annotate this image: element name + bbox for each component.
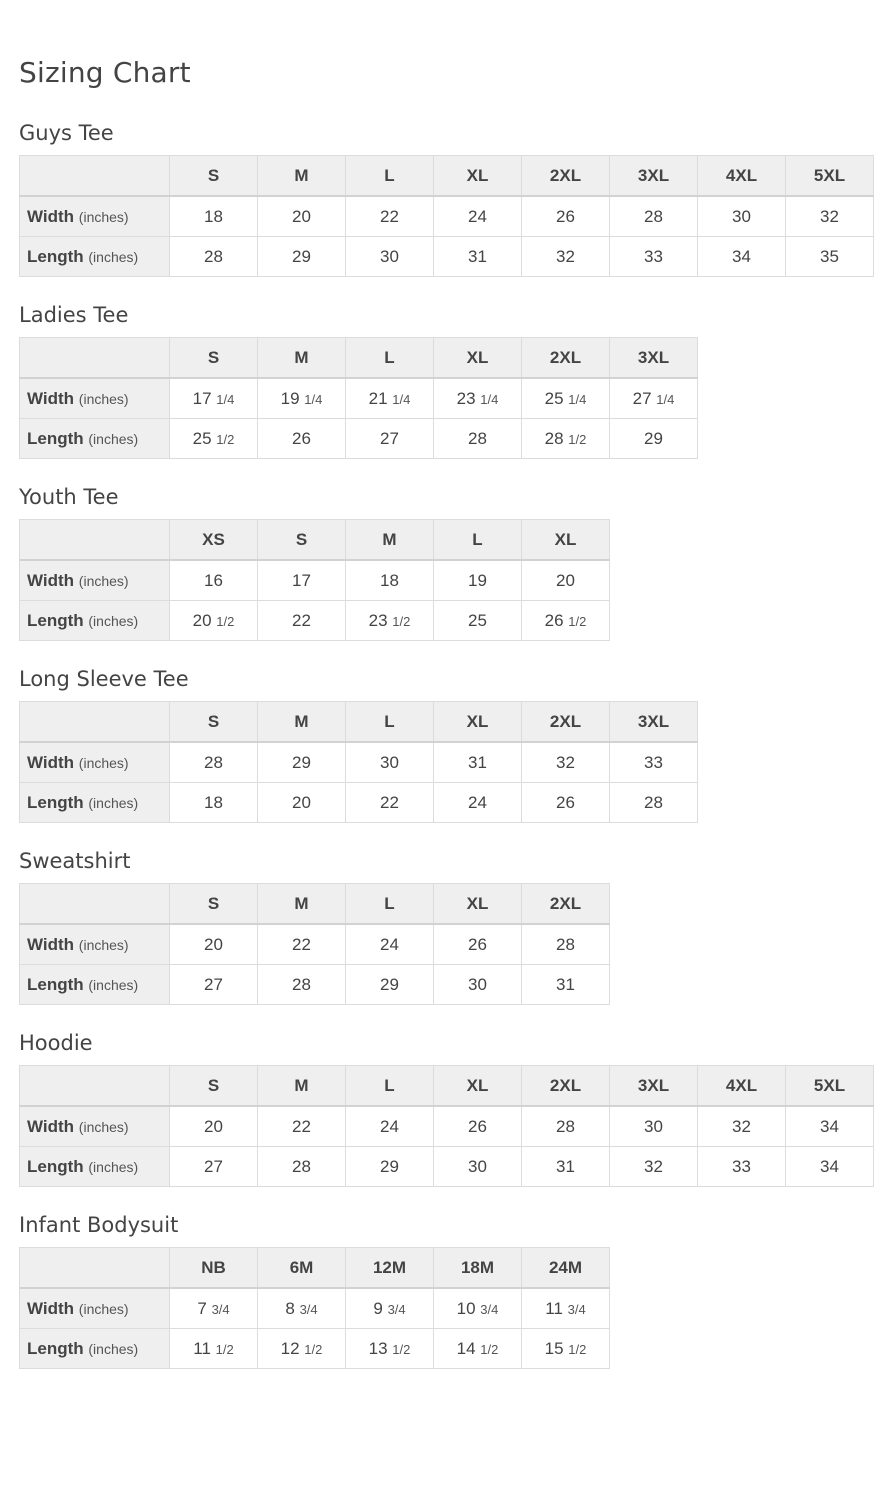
- width-value: 32: [698, 1106, 786, 1147]
- fraction: 1/4: [216, 391, 235, 407]
- length-value: 28: [610, 783, 698, 823]
- length-value: 29: [258, 237, 346, 277]
- section-title: Ladies Tee: [19, 303, 129, 327]
- size-header: 4XL: [698, 1066, 786, 1107]
- section-title: Hoodie: [19, 1031, 93, 1055]
- size-header: L: [346, 702, 434, 743]
- length-value: 20: [258, 783, 346, 823]
- unit-label: (inches): [78, 754, 129, 771]
- sizing-page: [19, 54, 879, 1369]
- width-value: 26: [522, 196, 610, 237]
- length-row-label: [20, 601, 170, 641]
- length-value: 32: [522, 237, 610, 277]
- size-header: 12M: [346, 1248, 434, 1289]
- size-header: S: [170, 156, 258, 197]
- size-header: 4XL: [698, 156, 786, 197]
- size-section: [19, 1031, 879, 1187]
- unit-label: (inches): [88, 248, 139, 265]
- width-value: 26: [434, 924, 522, 965]
- width-row: [20, 378, 698, 419]
- size-header: 3XL: [610, 1066, 698, 1107]
- corner-cell: [20, 520, 170, 561]
- width-row-label: [20, 560, 170, 601]
- length-value: 31: [522, 1147, 610, 1187]
- size-table: [19, 1247, 610, 1369]
- length-row-label: [20, 419, 170, 459]
- length-value: 28: [434, 419, 522, 459]
- unit-label: (inches): [78, 1118, 129, 1135]
- length-row-label: [20, 783, 170, 823]
- length-row: [20, 419, 698, 459]
- length-value: 31: [434, 237, 522, 277]
- width-row-label: [20, 924, 170, 965]
- row-label-text: Width: [27, 570, 75, 590]
- length-value: 29: [346, 965, 434, 1005]
- width-value: 18: [346, 560, 434, 601]
- length-row: [20, 783, 698, 823]
- length-row-label: [20, 1329, 170, 1369]
- size-header: XS: [170, 520, 258, 561]
- width-value: 9 3/4: [346, 1288, 434, 1329]
- width-value: 7 3/4: [170, 1288, 258, 1329]
- width-row-label: [20, 378, 170, 419]
- length-value: 25: [434, 601, 522, 641]
- width-value: 31: [434, 742, 522, 783]
- length-row-label: [20, 237, 170, 277]
- row-label-text: Width: [27, 934, 75, 954]
- width-value: 22: [258, 924, 346, 965]
- length-value: 28: [258, 1147, 346, 1187]
- fraction: 1/2: [304, 1341, 323, 1357]
- size-section: [19, 303, 879, 459]
- corner-cell: [20, 1066, 170, 1107]
- size-header: XL: [434, 1066, 522, 1107]
- size-header: 2XL: [522, 702, 610, 743]
- size-header: M: [258, 702, 346, 743]
- size-header-row: [20, 520, 610, 561]
- size-header: S: [170, 884, 258, 925]
- size-header: L: [346, 338, 434, 379]
- corner-cell: [20, 884, 170, 925]
- size-table: [19, 701, 698, 823]
- size-header: L: [434, 520, 522, 561]
- size-header: 6M: [258, 1248, 346, 1289]
- width-value: 34: [786, 1106, 874, 1147]
- width-value: 28: [170, 742, 258, 783]
- fraction: 1/4: [392, 391, 411, 407]
- section-title: Youth Tee: [19, 485, 119, 509]
- row-label-text: Width: [27, 1116, 75, 1136]
- length-row: [20, 601, 610, 641]
- size-header: 2XL: [522, 884, 610, 925]
- size-header-row: [20, 1066, 874, 1107]
- corner-cell: [20, 702, 170, 743]
- width-value: 20: [170, 924, 258, 965]
- width-value: 32: [522, 742, 610, 783]
- length-value: 31: [522, 965, 610, 1005]
- size-table: [19, 519, 610, 641]
- row-label-text: Width: [27, 206, 75, 226]
- size-header: 2XL: [522, 156, 610, 197]
- size-header: M: [258, 884, 346, 925]
- row-label-text: Length: [27, 610, 84, 630]
- unit-label: (inches): [88, 612, 139, 629]
- size-header: 3XL: [610, 338, 698, 379]
- width-value: 10 3/4: [434, 1288, 522, 1329]
- size-header-row: [20, 884, 610, 925]
- length-value: 28: [170, 237, 258, 277]
- size-header: L: [346, 1066, 434, 1107]
- length-value: 29: [346, 1147, 434, 1187]
- section-title: Infant Bodysuit: [19, 1213, 179, 1237]
- length-row-label: [20, 965, 170, 1005]
- row-label-text: Length: [27, 1338, 84, 1358]
- size-header: M: [258, 156, 346, 197]
- length-value: 29: [610, 419, 698, 459]
- size-header: L: [346, 884, 434, 925]
- size-header: M: [258, 1066, 346, 1107]
- length-row: [20, 1147, 874, 1187]
- size-table: [19, 1065, 874, 1187]
- width-value: 17: [258, 560, 346, 601]
- length-value: 20 1/2: [170, 601, 258, 641]
- fraction: 1/2: [392, 1341, 411, 1357]
- length-value: 22: [346, 783, 434, 823]
- size-header: M: [346, 520, 434, 561]
- width-value: 28: [522, 1106, 610, 1147]
- width-row-label: [20, 1288, 170, 1329]
- size-header: NB: [170, 1248, 258, 1289]
- width-value: 30: [610, 1106, 698, 1147]
- length-value: 30: [346, 237, 434, 277]
- width-value: 24: [346, 924, 434, 965]
- unit-label: (inches): [78, 390, 129, 407]
- row-label-text: Width: [27, 1298, 75, 1318]
- length-value: 33: [698, 1147, 786, 1187]
- length-value: 24: [434, 783, 522, 823]
- length-value: 25 1/2: [170, 419, 258, 459]
- size-header: 5XL: [786, 156, 874, 197]
- size-header: M: [258, 338, 346, 379]
- size-header-row: [20, 156, 874, 197]
- size-header: 3XL: [610, 702, 698, 743]
- size-header: 5XL: [786, 1066, 874, 1107]
- width-value: 20: [258, 196, 346, 237]
- row-label-text: Length: [27, 974, 84, 994]
- width-row: [20, 560, 610, 601]
- row-label-text: Length: [27, 246, 84, 266]
- width-value: 21 1/4: [346, 378, 434, 419]
- section-title: Long Sleeve Tee: [19, 667, 189, 691]
- fraction: 1/4: [568, 391, 587, 407]
- fraction: 3/4: [567, 1301, 586, 1317]
- width-value: 32: [786, 196, 874, 237]
- unit-label: (inches): [78, 208, 129, 225]
- width-value: 18: [170, 196, 258, 237]
- size-header: S: [258, 520, 346, 561]
- size-header: XL: [434, 702, 522, 743]
- size-section: [19, 1213, 879, 1369]
- length-value: 27: [346, 419, 434, 459]
- row-label-text: Width: [27, 752, 75, 772]
- size-header: 3XL: [610, 156, 698, 197]
- size-section: [19, 121, 879, 277]
- fraction: 1/2: [392, 613, 411, 629]
- fraction: 3/4: [299, 1301, 318, 1317]
- length-value: 32: [610, 1147, 698, 1187]
- size-charts: [19, 121, 879, 1369]
- size-table: [19, 337, 698, 459]
- width-value: 19 1/4: [258, 378, 346, 419]
- width-value: 30: [698, 196, 786, 237]
- length-value: 23 1/2: [346, 601, 434, 641]
- page-title: Sizing Chart: [19, 56, 191, 89]
- length-row: [20, 237, 874, 277]
- width-value: 20: [170, 1106, 258, 1147]
- size-header: L: [346, 156, 434, 197]
- width-value: 23 1/4: [434, 378, 522, 419]
- length-value: 11 1/2: [170, 1329, 258, 1369]
- length-value: 22: [258, 601, 346, 641]
- size-header-row: [20, 1248, 610, 1289]
- length-value: 30: [434, 1147, 522, 1187]
- unit-label: (inches): [88, 794, 139, 811]
- fraction: 1/2: [480, 1341, 499, 1357]
- length-value: 13 1/2: [346, 1329, 434, 1369]
- size-header-row: [20, 338, 698, 379]
- size-header: XL: [434, 338, 522, 379]
- size-table: [19, 883, 610, 1005]
- width-value: 19: [434, 560, 522, 601]
- fraction: 1/4: [656, 391, 675, 407]
- width-value: 8 3/4: [258, 1288, 346, 1329]
- unit-label: (inches): [88, 1340, 139, 1357]
- width-row-label: [20, 1106, 170, 1147]
- width-row-label: [20, 196, 170, 237]
- row-label-text: Length: [27, 1156, 84, 1176]
- size-header: XL: [434, 156, 522, 197]
- fraction: 1/4: [480, 391, 499, 407]
- fraction: 1/2: [568, 431, 587, 447]
- length-value: 30: [434, 965, 522, 1005]
- length-value: 15 1/2: [522, 1329, 610, 1369]
- size-header: 2XL: [522, 338, 610, 379]
- size-header: XL: [522, 520, 610, 561]
- length-value: 28 1/2: [522, 419, 610, 459]
- size-header: 24M: [522, 1248, 610, 1289]
- size-header: S: [170, 1066, 258, 1107]
- width-value: 28: [610, 196, 698, 237]
- length-row: [20, 965, 610, 1005]
- section-title: Guys Tee: [19, 121, 114, 145]
- width-row: [20, 924, 610, 965]
- row-label-text: Length: [27, 792, 84, 812]
- width-value: 17 1/4: [170, 378, 258, 419]
- width-row: [20, 196, 874, 237]
- width-row-label: [20, 742, 170, 783]
- length-value: 26: [258, 419, 346, 459]
- length-value: 18: [170, 783, 258, 823]
- length-value: 33: [610, 237, 698, 277]
- length-value: 28: [258, 965, 346, 1005]
- fraction: 1/2: [215, 1341, 234, 1357]
- length-row-label: [20, 1147, 170, 1187]
- fraction: 3/4: [387, 1301, 406, 1317]
- size-header: S: [170, 702, 258, 743]
- width-value: 24: [434, 196, 522, 237]
- length-value: 35: [786, 237, 874, 277]
- fraction: 1/2: [216, 431, 235, 447]
- unit-label: (inches): [78, 572, 129, 589]
- corner-cell: [20, 156, 170, 197]
- section-title: Sweatshirt: [19, 849, 131, 873]
- width-value: 20: [522, 560, 610, 601]
- size-header-row: [20, 702, 698, 743]
- fraction: 3/4: [480, 1301, 499, 1317]
- corner-cell: [20, 338, 170, 379]
- length-value: 26: [522, 783, 610, 823]
- width-value: 29: [258, 742, 346, 783]
- length-value: 27: [170, 965, 258, 1005]
- unit-label: (inches): [78, 936, 129, 953]
- width-value: 28: [522, 924, 610, 965]
- size-header: 18M: [434, 1248, 522, 1289]
- size-header: S: [170, 338, 258, 379]
- row-label-text: Length: [27, 428, 84, 448]
- width-value: 24: [346, 1106, 434, 1147]
- fraction: 3/4: [211, 1301, 230, 1317]
- length-value: 27: [170, 1147, 258, 1187]
- unit-label: (inches): [88, 976, 139, 993]
- width-row: [20, 1106, 874, 1147]
- width-value: 22: [346, 196, 434, 237]
- width-value: 11 3/4: [522, 1288, 610, 1329]
- width-row: [20, 1288, 610, 1329]
- fraction: 1/2: [216, 613, 235, 629]
- unit-label: (inches): [88, 430, 139, 447]
- width-value: 26: [434, 1106, 522, 1147]
- length-value: 14 1/2: [434, 1329, 522, 1369]
- length-value: 34: [786, 1147, 874, 1187]
- size-section: [19, 485, 879, 641]
- width-value: 33: [610, 742, 698, 783]
- size-table: [19, 155, 874, 277]
- length-row: [20, 1329, 610, 1369]
- width-value: 22: [258, 1106, 346, 1147]
- fraction: 1/2: [568, 613, 587, 629]
- width-row: [20, 742, 698, 783]
- size-section: [19, 667, 879, 823]
- width-value: 25 1/4: [522, 378, 610, 419]
- width-value: 16: [170, 560, 258, 601]
- length-value: 34: [698, 237, 786, 277]
- width-value: 27 1/4: [610, 378, 698, 419]
- length-value: 26 1/2: [522, 601, 610, 641]
- unit-label: (inches): [88, 1158, 139, 1175]
- fraction: 1/2: [568, 1341, 587, 1357]
- size-section: [19, 849, 879, 1005]
- corner-cell: [20, 1248, 170, 1289]
- length-value: 12 1/2: [258, 1329, 346, 1369]
- width-value: 30: [346, 742, 434, 783]
- fraction: 1/4: [304, 391, 323, 407]
- size-header: XL: [434, 884, 522, 925]
- row-label-text: Width: [27, 388, 75, 408]
- size-header: 2XL: [522, 1066, 610, 1107]
- unit-label: (inches): [78, 1300, 129, 1317]
